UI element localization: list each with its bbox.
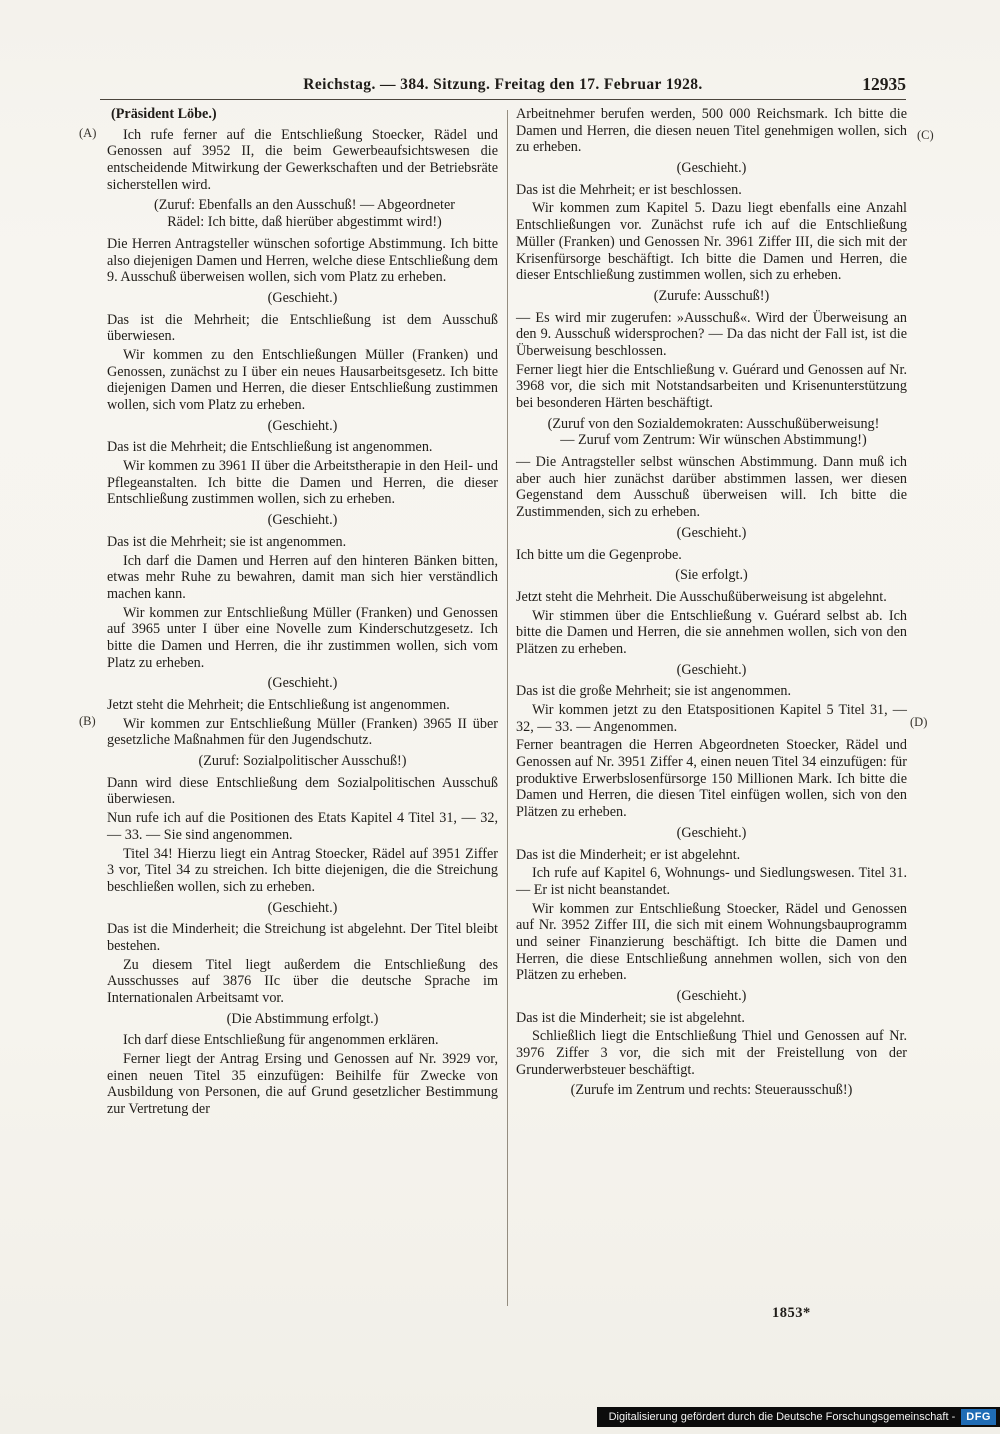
dfg-logo: DFG — [961, 1409, 996, 1425]
paragraph-pf: Das ist die Mehrheit; sie ist angenommen. — [107, 533, 347, 550]
paragraph-p: Ich darf diese Entschließung für angenommen erklären. — [123, 1032, 439, 1049]
paragraph-interj: (Zuruf von den Sozialdemokraten: Ausschußüberweisung! — Zuruf vom Zentrum: Wir wünschen Abstimmung!) — [547, 415, 880, 449]
paragraph-p: Wir stimmen über die Entschließung v. Guérard selbst ab. Ich bitte die Damen und Herren, die sie annehmen wollen, sich von den Plätzen zu erheben. — [516, 607, 907, 657]
paragraph-p: Schließlich liegt die Entschließung Thiel und Genossen auf Nr. 3976 Ziffer 3 vor, die sich mit der Freistellung von der Grunderwerbsteuer beschäftigt. — [516, 1028, 907, 1078]
document-body — [107, 106, 907, 1306]
paragraph-pf: — Es wird mir zugerufen: »Ausschuß«. Wird der Überweisung an den 9. Ausschuß widersprochen? — Da das nicht der Fall ist, ist die Überweisung beschlossen. — [516, 309, 907, 359]
paragraph-p: Ich darf die Damen und Herren auf den hinteren Bänken bitten, etwas mehr Ruhe zu bewahren, damit man sich hier verständlich machen kann. — [107, 552, 498, 602]
paragraph-pf: Jetzt steht die Mehrheit; die Entschließung ist angenommen. — [107, 697, 450, 713]
signature-mark: 1853* — [772, 1305, 811, 1321]
column-divider — [507, 110, 508, 1306]
paragraph-p: Wir kommen zur Entschließung Stoecker, Rädel und Genossen auf Nr. 3952 Ziffer III, die sich mit einem Wohnungsbauprogramm und seiner Finanzierung beschäftigt. Ich bitte die Damen und Herren, die diese Entschließung annehmen wollen, sich von den Plätzen zu erheben. — [516, 900, 907, 984]
paragraph-pf: Dann wird diese Entschließung dem Sozialpolitischen Ausschuß überwiesen. — [107, 774, 498, 808]
paragraph-stage: (Die Abstimmung erfolgt.) — [226, 1010, 379, 1027]
margin-marker-a: (A) — [79, 126, 97, 140]
paragraph-stage: (Sie erfolgt.) — [675, 567, 748, 584]
paragraph-pf: Das ist die Minderheit; sie ist abgelehnt. — [516, 1009, 745, 1026]
paragraph-stage: (Zurufe: Ausschuß!) — [653, 287, 770, 304]
paragraph-p: Ich rufe ferner auf die Entschließung Stoecker, Rädel und Genossen auf 3952 II, die beim Gewerbeaufsichtswesen die entscheidende Mitwirkung der Gewerkschaften und der Betriebsräte sicherstellen wird. — [107, 126, 498, 193]
paragraph-speaker: (Präsident Löbe.) — [111, 106, 217, 122]
paragraph-pf: Ferner liegt hier die Entschließung v. Guérard und Genossen auf Nr. 3968 vor, die sich mit Notstandsarbeiten und Krisenunterstützung bei besonderen Härten beschäftigt. — [516, 361, 907, 411]
paragraph-pf: Ich bitte um die Gegenprobe. — [516, 546, 682, 563]
page-header — [100, 76, 906, 94]
paragraph-pf: Das ist die große Mehrheit; sie ist angenommen. — [516, 683, 792, 700]
paragraph-stage: (Geschieht.) — [267, 512, 338, 529]
paragraph-pf: Die Herren Antragsteller wünschen sofortige Abstimmung. Ich bitte also diejenigen Damen und Herren, welche diese Entschließung dem 9. Ausschuß überweisen wollen, sich vom Platz zu erheben. — [107, 235, 498, 286]
page-number: 12935 — [862, 74, 906, 94]
margin-marker-b: (B) — [79, 714, 96, 728]
margin-marker-c: (C) — [917, 128, 934, 142]
paragraph-stage: (Geschieht.) — [267, 675, 338, 692]
paragraph-stage: (Geschieht.) — [676, 524, 747, 541]
paragraph-pf: Das ist die Mehrheit; die Entschließung ist angenommen. — [107, 439, 433, 456]
paragraph-stage: (Geschieht.) — [267, 899, 338, 916]
paragraph-pf: — Die Antragsteller selbst wünschen Abstimmung. Dann muß ich aber auch hier zunächst darüber abstimmen lassen, wer diesen Gegenstand dem Ausschuß überweisen will. Ich bitte die Zustimmenden, sich zu erheben. — [516, 454, 907, 521]
digitization-note: Digitalisierung gefördert durch die Deutsche Forschungsgemeinschaft - — [608, 1411, 956, 1423]
paragraph-stage: (Geschieht.) — [267, 417, 338, 434]
paragraph-pf: Arbeitnehmer berufen werden, 500 000 Reichsmark. Ich bitte die Damen und Herren, die diesen neuen Titel genehmigen wollen, sich zu erheben. — [516, 106, 907, 156]
paragraph-pf: Das ist die Mehrheit; die Entschließung ist dem Ausschuß überwiesen. — [107, 311, 498, 345]
paragraph-pf: Das ist die Mehrheit; er ist beschlossen. — [516, 181, 742, 198]
paragraph-pf: Ferner beantragen die Herren Abgeordneten Stoecker, Rädel und Genossen auf Nr. 3951 Ziffer 4, einen neuen Titel 34 einzufügen: für produktive Erwerbslosenfürsorge 150 Millionen Mark. Ich bitte die Damen und Herren, die diesen Titel einfügen wollen, sich von den Plätzen zu erheben. — [516, 737, 907, 821]
paragraph-p: Zu diesem Titel liegt außerdem die Entschließung des Ausschusses auf 3876 IIc über die deutsche Sprache im Internationalen Arbeitsamt vor. — [107, 956, 498, 1006]
digitization-footer — [597, 1407, 1000, 1427]
page-header-title: Reichstag. — 384. Sitzung. Freitag den 17. Februar 1928. — [303, 76, 703, 93]
paragraph-pf: Nun rufe ich auf die Positionen des Etats Kapitel 4 Titel 31, — 32, — 33. — Sie sind angenommen. — [107, 810, 498, 843]
paragraph-stage: (Geschieht.) — [676, 661, 747, 678]
paragraph-p: Wir kommen zu 3961 II über die Arbeitstherapie in den Heil- und Pflegeanstalten. Ich bitte die Damen und Herren, die dieser Entschließung zustimmen wollen, sich zu erheben. — [107, 458, 498, 508]
paragraph-p: Wir kommen zu den Entschließungen Müller (Franken) und Genossen, zunächst zu I über ein neues Hausarbeitsgesetz. Ich bitte diejenigen Damen und Herren, die dieser Entschließung zustimmen wollen, sich vom Platz zu erheben. — [107, 346, 498, 413]
paragraph-stage: (Geschieht.) — [267, 289, 338, 306]
paragraph-p: Wir kommen zum Kapitel 5. Dazu liegt ebenfalls eine Anzahl Entschließungen vor. Zunächst rufe ich auf die Entschließung Müller (Franken) und Genossen Nr. 3961 Ziffer III, die sich mit der Krisenfürsorge beschäftigt. Ich bitte die Damen und Herren, die dieser Entschließung zustimmen wollen, sich zu erheben. — [516, 200, 907, 284]
paragraph-stage: (Zurufe im Zentrum und rechts: Steuerausschuß!) — [570, 1082, 853, 1099]
paragraph-p: Wir kommen zur Entschließung Müller (Franken) und Genossen auf 3965 unter I über eine Novelle zum Kinderschutzgesetz. Ich bitte die Damen und Herren, die ihr zustimmen wollen, sich vom Platz zu erheben. — [107, 604, 498, 671]
paragraph-p: Titel 34! Hierzu liegt ein Antrag Stoecker, Rädel auf 3951 Ziffer 3 vor, Titel 34 zu streichen. Ich bitte diejenigen, die die Streichung beschließen wollen, sich zu erheben. — [107, 845, 498, 895]
paragraph-p: Ferner liegt der Antrag Ersing und Genossen auf Nr. 3929 vor, einen neuen Titel 35 einzufügen: Beihilfe für Zwecke von Ausbildung von Personen, die auf Grund gesetzlicher Bestimmung zur Vertretung der — [107, 1051, 498, 1118]
paragraph-pf: Jetzt steht die Mehrheit. Die Ausschußüberweisung ist abgelehnt. — [516, 588, 887, 605]
paragraph-p: Wir kommen zur Entschließung Müller (Franken) 3965 II über gesetzliche Maßnahmen für den Jugendschutz. — [107, 715, 498, 749]
paragraph-stage: (Geschieht.) — [676, 824, 747, 841]
right-column — [516, 106, 907, 1306]
margin-marker-d: (D) — [910, 715, 928, 729]
paragraph-stage: (Zuruf: Sozialpolitischer Ausschuß!) — [198, 753, 407, 770]
paragraph-pf: Das ist die Minderheit; die Streichung ist abgelehnt. Der Titel bleibt bestehen. — [107, 921, 498, 954]
header-rule — [100, 99, 906, 100]
paragraph-stage: (Geschieht.) — [676, 160, 747, 177]
paragraph-p: Ich rufe auf Kapitel 6, Wohnungs- und Siedlungswesen. Titel 31. — Er ist nicht beanstandet. — [516, 865, 907, 898]
paragraph-pf: Das ist die Minderheit; er ist abgelehnt. — [516, 846, 741, 863]
left-column — [107, 106, 498, 1306]
paragraph-interj: (Zuruf: Ebenfalls an den Ausschuß! — Abgeordneter Rädel: Ich bitte, daß hierüber abgestimmt wird!) — [153, 197, 455, 231]
paragraph-stage: (Geschieht.) — [676, 988, 747, 1004]
paragraph-p: Wir kommen jetzt zu den Etatspositionen Kapitel 5 Titel 31, — 32, — 33. — Angenommen. — [516, 702, 907, 735]
